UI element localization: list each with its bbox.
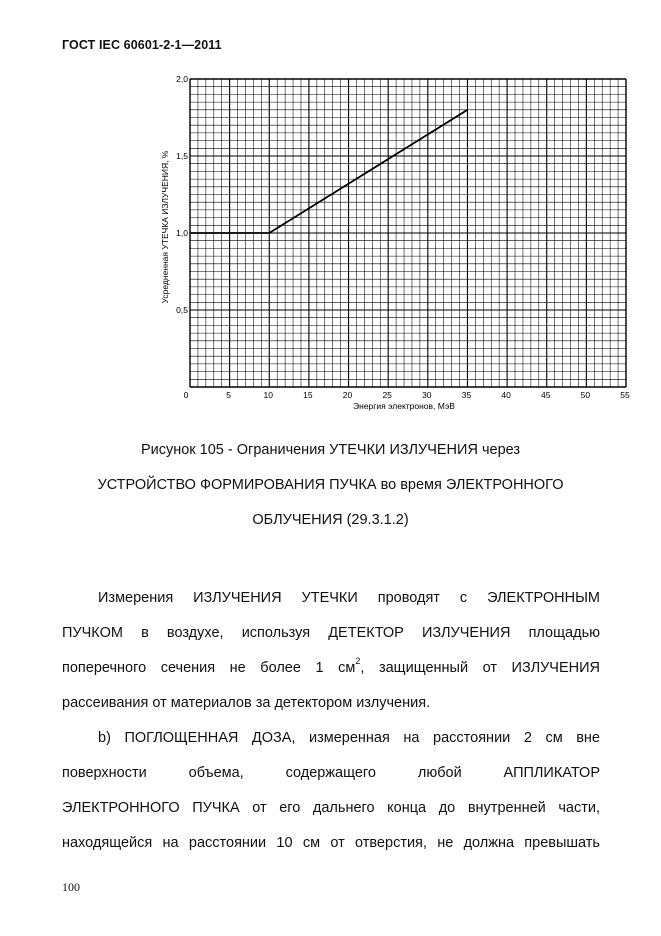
x-tick-label: 55 [620,390,630,400]
para2-line-4: находящейся на расстоянии 10 см от отверстия, не должна превышать [62,835,600,851]
x-tick-label: 0 [183,390,189,400]
superscript: 2 [355,656,361,667]
y-tick-labels [176,74,188,315]
para1-line-3a: поперечного сечения не более 1 см [62,660,356,676]
x-tick-label: 10 [263,390,274,400]
para1-line-4: рассеивания от материалов за детектором излучения. [62,695,431,711]
para2-line-2: поверхности объема, содержащего любой АППЛИКАТОР [62,765,600,781]
y-axis-label: Усредненная УТЕЧКА ИЗЛУЧЕНИЯ, % [160,150,170,304]
figure-caption-line-1: Рисунок 105 - Ограничения УТЕЧКИ ИЗЛУЧЕНИЯ через [140,442,521,458]
x-tick-label: 25 [382,390,392,400]
x-tick-label: 35 [461,390,472,400]
y-tick-label: 1,5 [176,151,188,161]
document-header: ГОСТ IEC 60601-2-1—2011 [62,38,222,52]
para2-line-1: b) ПОГЛОЩЕННАЯ ДОЗА, измеренная на расстоянии 2 см вне [98,730,600,746]
paragraph-measurement [62,581,600,721]
x-tick-label: 15 [303,390,313,400]
x-tick-label: 50 [580,390,591,400]
x-tick-label: 5 [226,390,232,400]
y-tick-label: 1,0 [176,228,188,238]
x-tick-label: 45 [540,390,551,400]
y-tick-label: 0,5 [176,305,188,315]
para1-line-3 [62,651,600,686]
para1-line-2: ПУЧКОМ в воздухе, используя ДЕТЕКТОР ИЗЛУЧЕНИЯ площадью [62,625,600,641]
x-tick-labels [184,390,630,400]
page-number: 100 [62,880,80,894]
y-tick-label: 2,0 [176,74,188,84]
x-tick-label: 20 [342,390,353,400]
x-tick-label: 30 [422,390,432,400]
paragraph-absorbed-dose [62,721,600,861]
x-axis-label: Энергия электронов, МэВ [353,401,455,411]
para2-line-3: ЭЛЕКТРОННОГО ПУЧКА от его дальнего конца до внутренней части, [62,800,600,816]
figure-caption-line-3: ОБЛУЧЕНИЯ (29.3.1.2) [252,512,409,528]
para1-line-3b: , защищенный от ИЗЛУЧЕНИЯ [360,660,601,676]
x-tick-label: 40 [501,390,511,400]
figure-caption-line-2: УСТРОЙСТВО ФОРМИРОВАНИЯ ПУЧКА во время ЭЛЕКТРОННОГО [97,477,564,493]
radiation-leakage-chart [0,0,661,420]
para1-line-1: Измерения ИЗЛУЧЕНИЯ УТЕЧКИ проводят с ЭЛЕКТРОННЫМ [98,590,600,606]
